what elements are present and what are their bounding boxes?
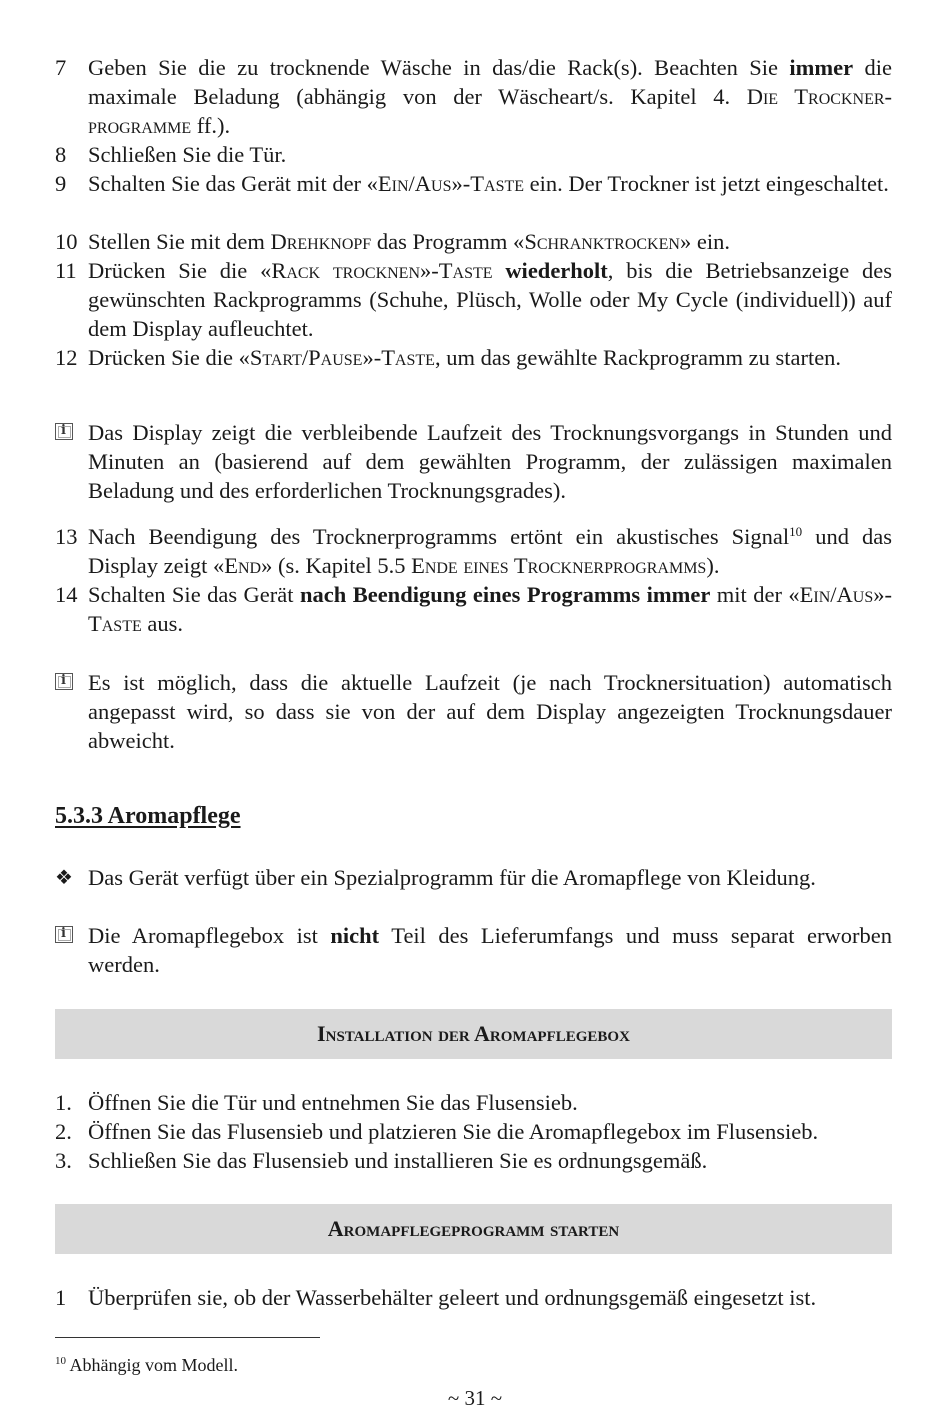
page-number: ~ 31 ~ bbox=[447, 1386, 503, 1410]
step-text: Öffnen Sie die Tür und entnehmen Sie das Flusensieb. bbox=[88, 1090, 578, 1115]
step-text: Stellen Sie mit dem Drehknopf das Programm «Schranktrocken» ein. bbox=[88, 229, 730, 254]
diamond-bullet-icon: ❖ bbox=[55, 865, 73, 889]
footnote-separator bbox=[55, 1337, 320, 1338]
step-7 bbox=[55, 53, 892, 140]
banner-start-program: Aromapflegeprogramm starten bbox=[55, 1204, 892, 1254]
step-number: 3. bbox=[55, 1148, 72, 1173]
start-step-1 bbox=[55, 1283, 892, 1312]
info-note-aroma-box bbox=[55, 921, 892, 979]
step-number: 11 bbox=[55, 258, 77, 283]
info-text: Die Aromapflegebox ist nicht Teil des Lieferumfangs und muss separat erworben werden. bbox=[88, 923, 892, 977]
step-text: Nach Beendigung des Trocknerprogramms ertönt ein akustisches Signal$^{10}$ und das Display zeigt «End» (s. Kapitel 5.5 Ende eines Trocknerprogramms). bbox=[88, 524, 892, 578]
step-10 bbox=[55, 227, 892, 256]
info-icon bbox=[55, 423, 73, 440]
step-8 bbox=[55, 140, 892, 169]
banner-installation: Installation der Aromapflegebox bbox=[55, 1009, 892, 1059]
info-note-runtime-adjust bbox=[55, 668, 892, 755]
step-number: 2. bbox=[55, 1119, 72, 1144]
footnote bbox=[55, 1350, 238, 1376]
step-11 bbox=[55, 256, 892, 343]
install-step-3 bbox=[55, 1146, 892, 1175]
info-icon bbox=[55, 673, 73, 690]
info-icon bbox=[55, 926, 73, 943]
step-number: 7 bbox=[55, 55, 67, 80]
footnote-text: Abhängig vom Modell. bbox=[69, 1355, 239, 1375]
step-text: Schalten Sie das Gerät nach Beendigung eines Programms immer mit der «Ein/Aus»-Taste aus. bbox=[88, 582, 893, 636]
step-text: Schließen Sie das Flusensieb und installieren Sie es ordnungsgemäß. bbox=[88, 1148, 708, 1173]
section-heading: 5.3.3 Aromapflege bbox=[55, 803, 241, 829]
info-text: Das Display zeigt die verbleibende Laufzeit des Trocknungsvorgangs in Stunden und Minuten an (basierend auf dem gewählten Programm, der zulässigen maximalen Beladung und des erforderlichen Trocknungsgrades). bbox=[88, 420, 892, 503]
footnote-mark: 10 bbox=[55, 1355, 66, 1367]
step-9 bbox=[55, 169, 892, 198]
bullet-text: Das Gerät verfügt über ein Spezialprogramm für die Aromapflege von Kleidung. bbox=[88, 865, 816, 890]
install-step-1 bbox=[55, 1088, 892, 1117]
step-text: Geben Sie die zu trocknende Wäsche in das/die Rack(s). Beachten Sie immer die maximale Beladung (abhängig von der Wäscheart/s. Kapitel 4. Die Trockner-programme ff.). bbox=[88, 55, 893, 138]
step-number: 12 bbox=[55, 345, 78, 370]
step-number: 10 bbox=[55, 229, 78, 254]
info-text: Es ist möglich, dass die aktuelle Laufzeit (je nach Trocknersituation) automatisch angepasst wird, so dass sie von der auf dem Display angezeigten Trocknungsdauer abweicht. bbox=[88, 670, 892, 753]
step-text: Schalten Sie das Gerät mit der «Ein/Aus»-Taste ein. Der Trockner ist jetzt eingeschaltet. bbox=[88, 171, 889, 196]
step-text: Drücken Sie die «Rack trocknen»-Taste wiederholt, bis die Betriebsanzeige des gewünschten Rackprogramms (Schuhe, Plüsch, Wolle oder My Cycle (individuell)) auf dem Display aufleuchtet. bbox=[88, 258, 892, 341]
step-13 bbox=[55, 522, 892, 580]
step-number: 14 bbox=[55, 582, 78, 607]
info-note-remaining-time bbox=[55, 418, 892, 505]
install-step-2 bbox=[55, 1117, 892, 1146]
step-text: Überprüfen sie, ob der Wasserbehälter geleert und ordnungsgemäß eingesetzt ist. bbox=[88, 1285, 817, 1310]
step-number: 9 bbox=[55, 171, 67, 196]
step-text: Öffnen Sie das Flusensieb und platzieren Sie die Aromapflegebox im Flusensieb. bbox=[88, 1119, 819, 1144]
step-12 bbox=[55, 343, 892, 372]
bullet-item bbox=[55, 863, 892, 892]
step-number: 1. bbox=[55, 1090, 72, 1115]
step-number: 13 bbox=[55, 524, 78, 549]
step-text: Schließen Sie die Tür. bbox=[88, 142, 287, 167]
step-number: 8 bbox=[55, 142, 67, 167]
step-number: 1 bbox=[55, 1285, 67, 1310]
step-text: Drücken Sie die «Start/Pause»-Taste, um das gewählte Rackprogramm zu starten. bbox=[88, 345, 842, 370]
step-14 bbox=[55, 580, 892, 638]
